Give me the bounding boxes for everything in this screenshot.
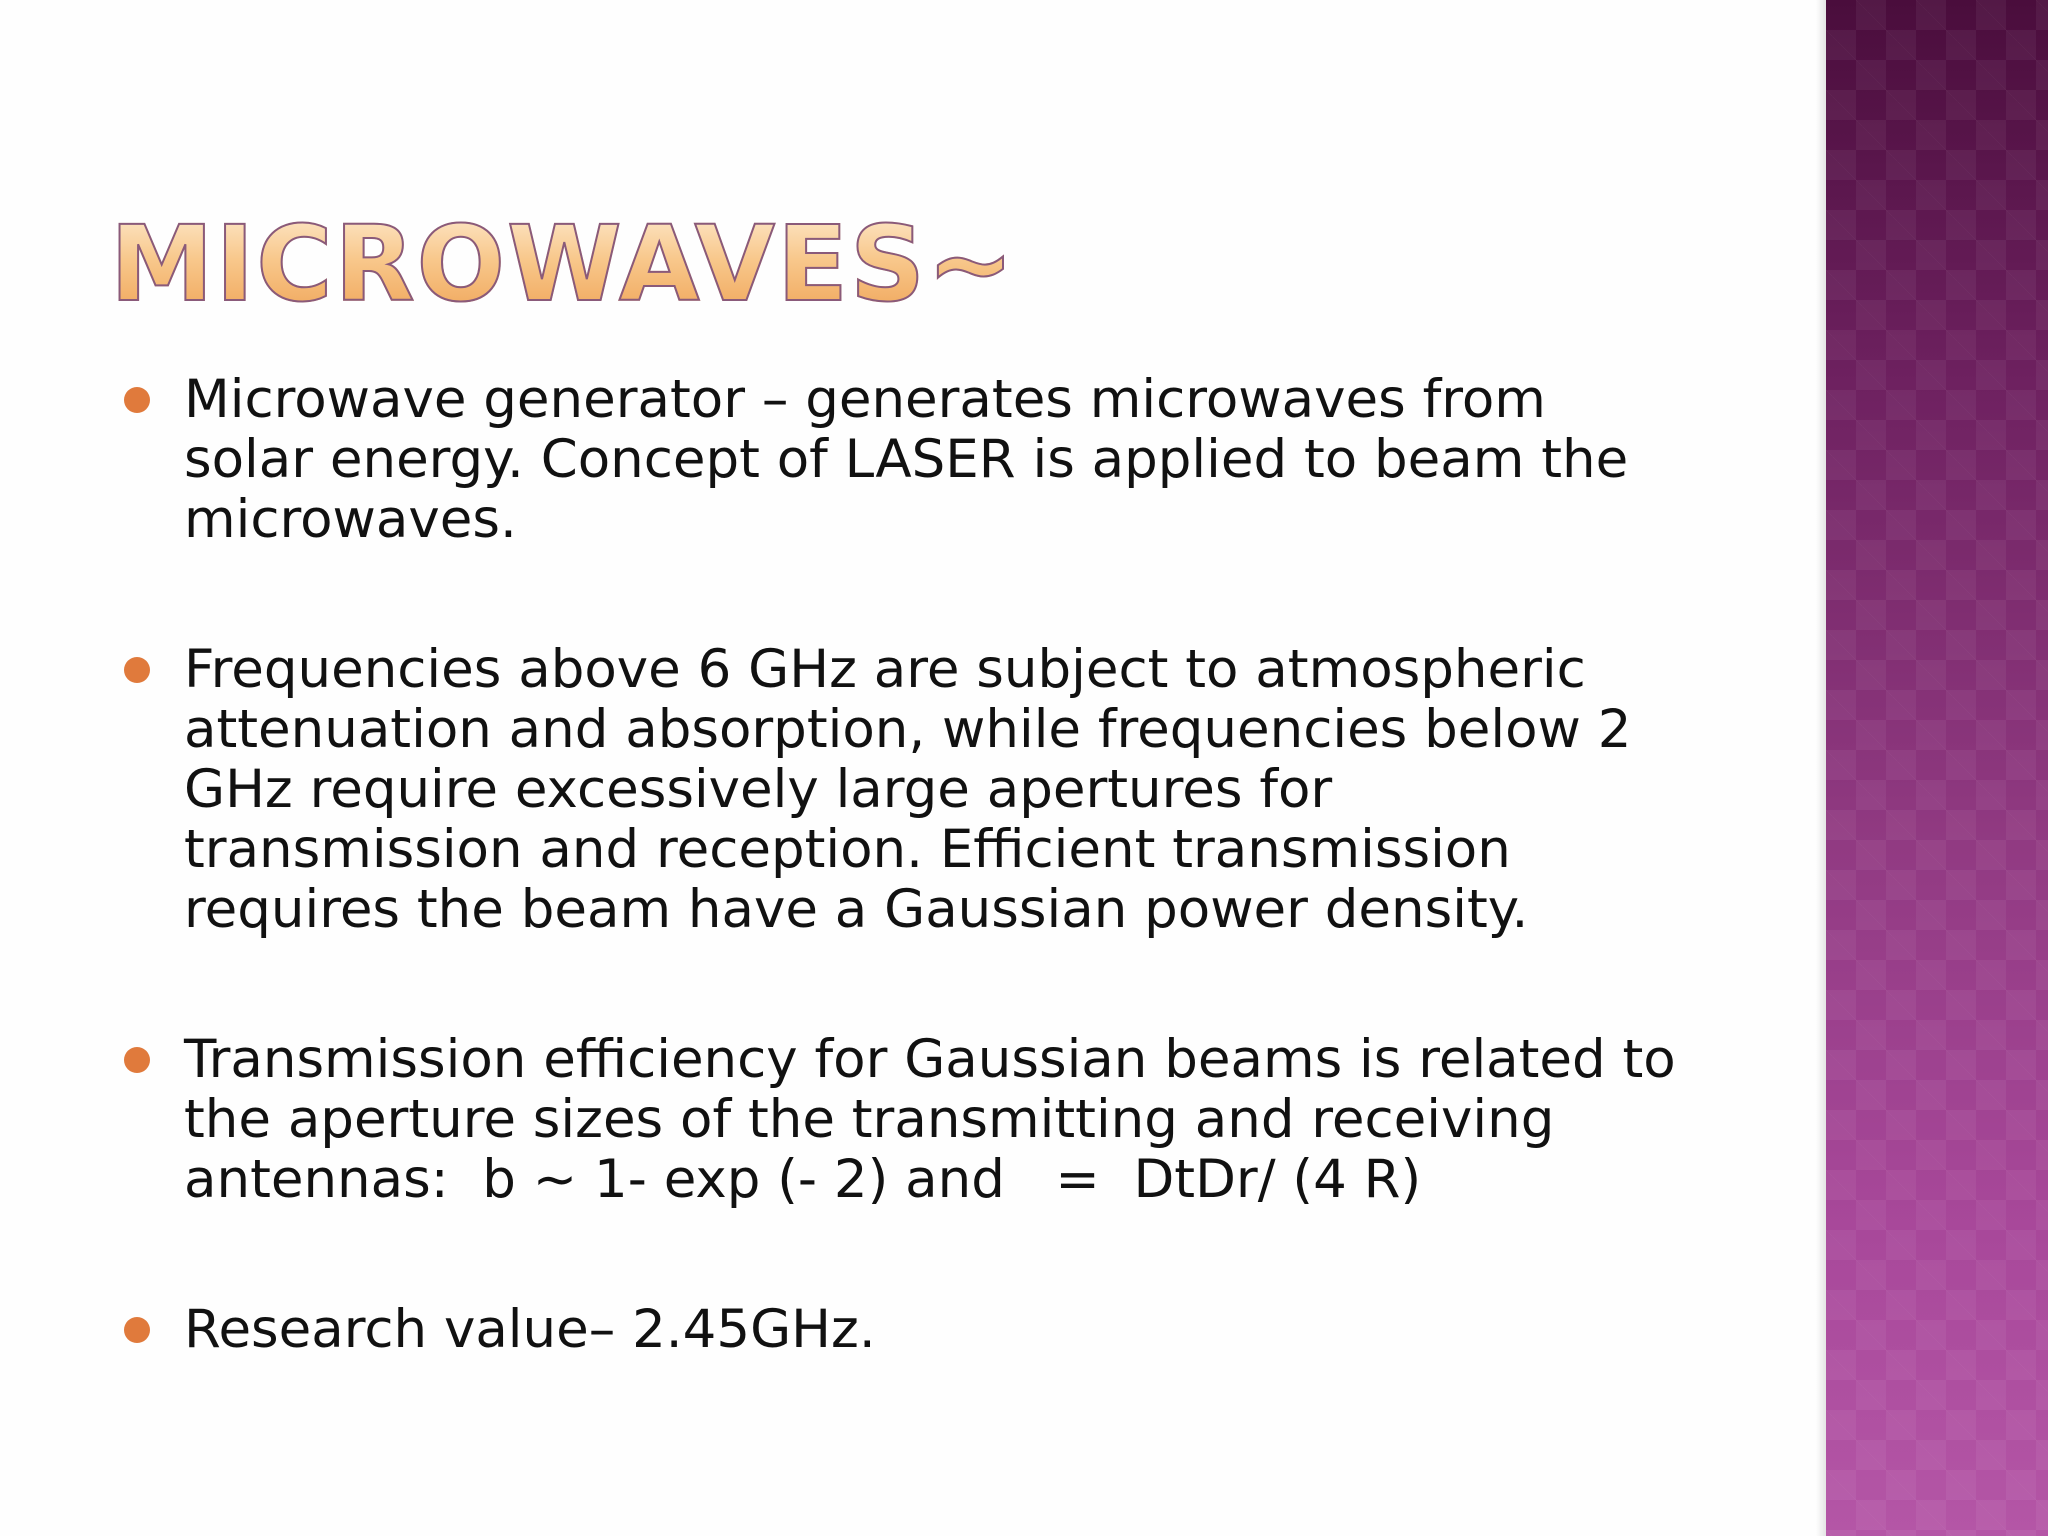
bullet-dot-icon	[124, 657, 150, 683]
bullet-text: Transmission efficiency for Gaussian beams is related to the aperture sizes of the transmitting and receiving antennas: b ~ 1- exp (- 2) and = DtDr/ (4 R)	[184, 1029, 1693, 1210]
bullet-item	[120, 1029, 1693, 1210]
bullet-text: Microwave generator – generates microwaves from solar energy. Concept of LASER is applied to beam the microwaves.	[184, 369, 1646, 550]
bullet-text: Frequencies above 6 GHz are subject to atmospheric attenuation and absorption, while frequencies below 2 GHz require excessively large apertures for transmission and reception. Efficient transmission requires the beam have a Gaussian power density.	[184, 639, 1649, 940]
bullet-dot-icon	[124, 1317, 150, 1343]
slide-title: MICROWAVES~	[110, 203, 1017, 325]
bullet-list	[120, 369, 1693, 1360]
bullet-item	[120, 370, 1680, 550]
bullet-dot-icon	[124, 387, 150, 413]
bullet-item	[120, 640, 1680, 940]
decorative-side-bar	[1826, 0, 2048, 1536]
bullet-text: Research value– 2.45GHz.	[184, 1299, 876, 1360]
bullet-item	[120, 1300, 1680, 1360]
bullet-dot-icon	[124, 1047, 150, 1073]
